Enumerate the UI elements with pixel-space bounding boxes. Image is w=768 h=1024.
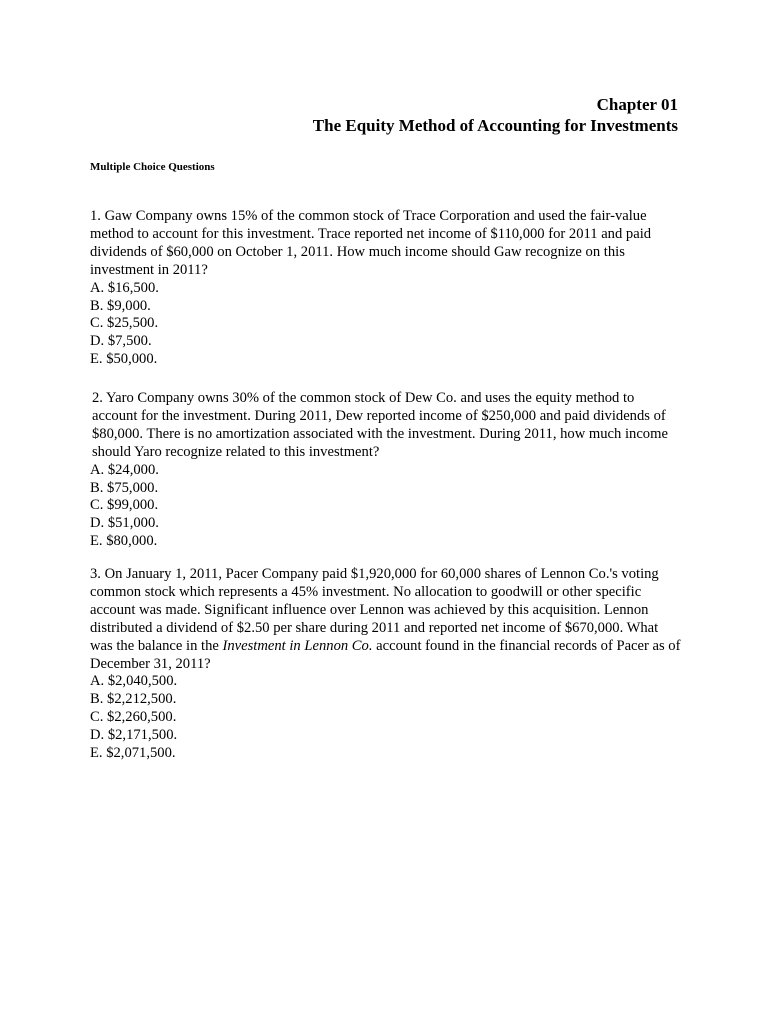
- question-text: 2. Yaro Company owns 30% of the common stock of Dew Co. and uses the equity method to account for the investment. During 2011, Dew reported income of $250,000 and paid dividends of $80,000. There is no amortization associated with the investment. During 2011, how much income should Yaro recognize related to this investment?: [92, 390, 668, 460]
- answer-option: A. $24,000.: [90, 461, 159, 478]
- section-title: Multiple Choice Questions: [90, 161, 215, 173]
- question-text: 1. Gaw Company owns 15% of the common stock of Trace Corporation and used the fair-value method to account for this investment. Trace reported net income of $110,000 for 2011 and paid dividends of $60,000 on October 1, 2011. How much income should Gaw recognize on this investment in 2011?: [90, 208, 652, 278]
- document-header: [313, 94, 678, 136]
- answer-option: B. $9,000.: [90, 297, 151, 314]
- answer-option: D. $2,171,500.: [90, 727, 178, 744]
- answer-option: C. $99,000.: [90, 497, 159, 514]
- question-text-part: account found in the financial records of Pacer as of December 31, 2011?: [90, 637, 681, 672]
- question-2: [90, 390, 682, 551]
- chapter-label: Chapter 01: [596, 95, 678, 114]
- answer-option: C. $25,500.: [90, 315, 159, 332]
- answer-option: E. $80,000.: [90, 533, 158, 550]
- account-name: Investment in Lennon Co.: [222, 637, 373, 654]
- answer-option: E. $2,071,500.: [90, 745, 176, 762]
- answer-option: E. $50,000.: [90, 351, 158, 368]
- chapter-title: The Equity Method of Accounting for Investments: [312, 116, 678, 135]
- answer-option: C. $2,260,500.: [90, 709, 177, 726]
- question-1: [90, 208, 682, 369]
- question-3: [90, 566, 682, 763]
- answer-option: D. $7,500.: [90, 333, 152, 350]
- answer-option: A. $2,040,500.: [90, 673, 178, 690]
- answer-option: D. $51,000.: [90, 515, 159, 532]
- answer-option: A. $16,500.: [90, 279, 159, 296]
- answer-option: B. $75,000.: [90, 479, 159, 496]
- answer-option: B. $2,212,500.: [90, 691, 177, 708]
- question-text-part: 3. On January 1, 2011, Pacer Company paid $1,920,000 for 60,000 shares of Lennon Co.'s voting common stock which represents a 45% investment. No allocation to goodwill or other specific account was made. Significant influence over Lennon was achieved by this acquisition. Lennon distributed a dividend of $2.50 per share during 2011 and reported net income of $670,000. What was the balance in the: [90, 566, 659, 654]
- question-text: [90, 566, 682, 673]
